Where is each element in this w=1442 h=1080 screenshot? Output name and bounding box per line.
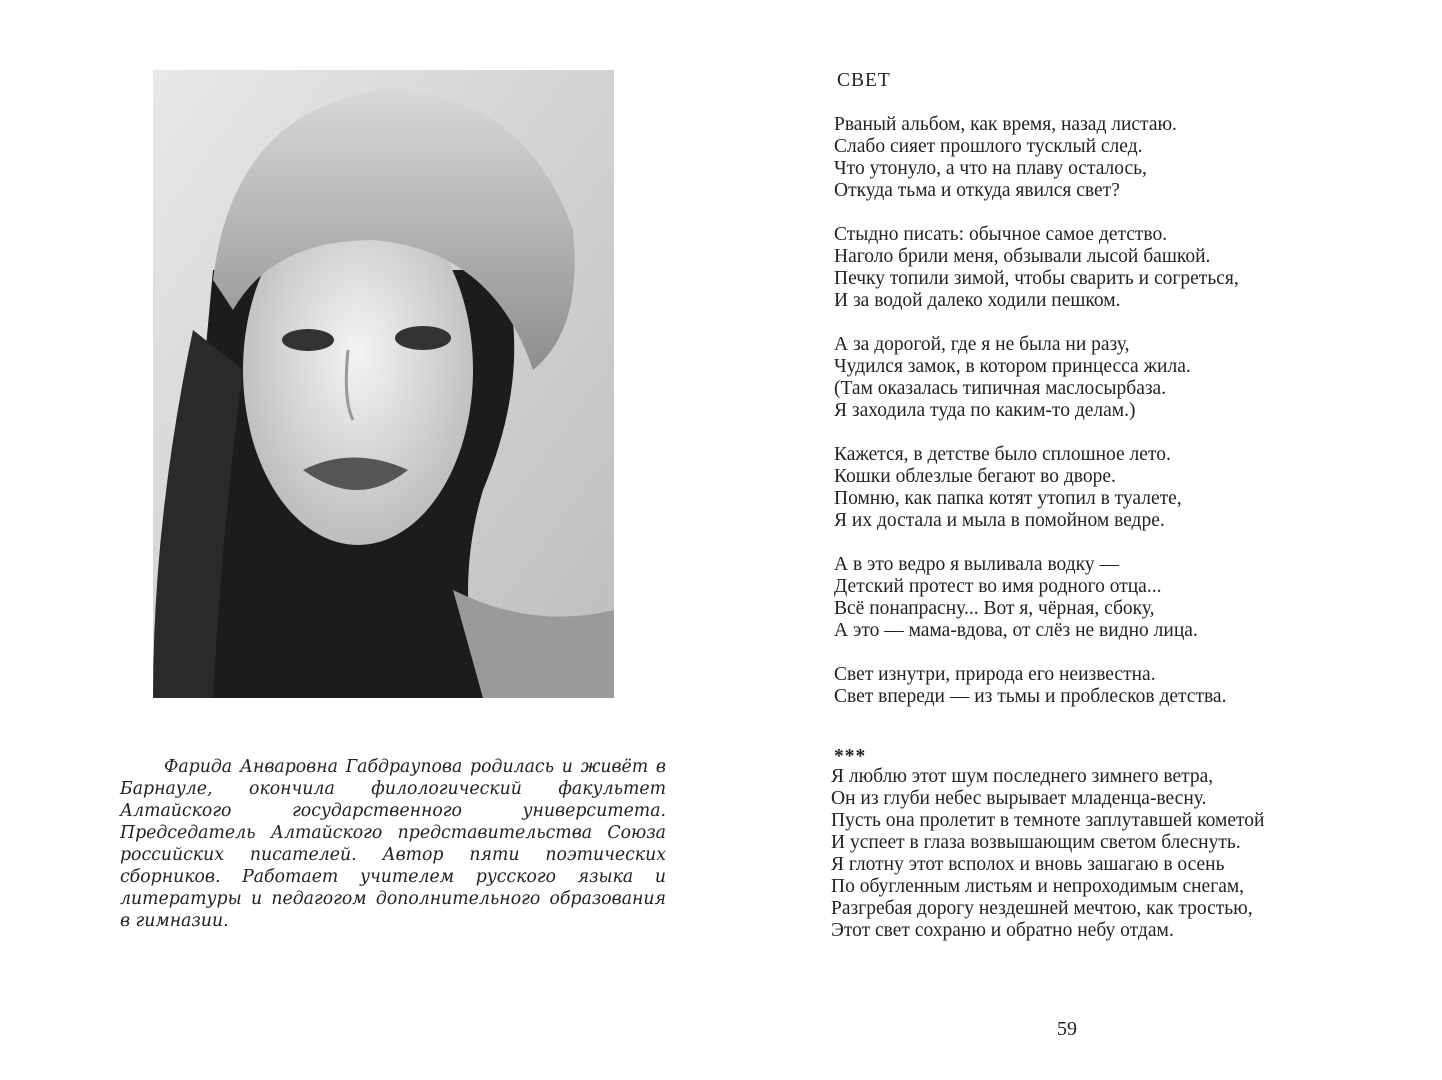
poem-line: Откуда тьма и откуда явился свет? [834,180,1120,201]
poem-line: И успеет в глаза возвышающим светом блеснуть. [831,832,1241,853]
poem-line: Этот свет сохраню и обратно небу отдам. [831,920,1174,941]
stanza [834,224,1354,312]
poem-line: Кошки облезлые бегают во дворе. [834,466,1116,487]
stanza [834,444,1354,532]
poem-line: Рваный альбом, как время, назад листаю. [834,114,1177,135]
poem-line: Чудился замок, в котором принцесса жила. [834,356,1191,377]
page-number: 59 [1057,1018,1077,1040]
stanza [834,114,1354,202]
poem-line: Свет изнутри, природа его неизвестна. [834,664,1156,685]
poem-line: Я люблю этот шум последнего зимнего ветра, [831,766,1214,787]
poem-line: Он из глуби небес вырывает младенца-весну. [831,788,1207,809]
poem-line: А в это ведро я выливала водку — [834,554,1119,575]
poem-line: Всё понапрасну... Вот я, чёрная, сбоку, [834,598,1155,619]
stanza [834,554,1354,642]
poem-line: Что утонуло, а что на плаву осталось, [834,158,1147,179]
poem-line: Разгребая дорогу нездешней мечтою, как тростью, [831,898,1253,919]
poem-line: Свет впереди — из тьмы и проблесков детства. [834,686,1227,707]
poem-line: Слабо сияет прошлого тусклый след. [834,136,1143,157]
poem-line: Кажется, в детстве было сплошное лето. [834,444,1171,465]
poem-untitled [831,766,1354,942]
poem-line: Я их достала и мыла в помойном ведре. [834,510,1165,531]
poem-title: СВЕТ [837,70,891,91]
poem-line: Я глотну этот всполох и вновь зашагаю в осень [831,854,1225,875]
stanza [834,334,1354,422]
poem-line: Я заходила туда по каким-то делам.) [834,400,1136,421]
poem-line: По обугленным листьям и непроходимым снегам, [831,876,1245,897]
portrait-image [153,70,614,698]
poem-line: А за дорогой, где я не была ни разу, [834,334,1130,355]
poem-line: Стыдно писать: обычное самое детство. [834,224,1168,245]
poem-line: А это — мама-вдова, от слёз не видно лица. [834,620,1198,641]
poem-line: Пусть она пролетит в темноте заплутавшей кометой [831,810,1265,831]
author-portrait-photo [153,70,614,698]
poem-line: (Там оказалась типичная маслосырбаза. [834,378,1167,399]
poem-separator: *** [834,746,867,767]
stanza [834,664,1354,708]
poems-column [831,70,1354,942]
poem-line: И за водой далеко ходили пешком. [834,290,1121,311]
poem-line: Помню, как папка котят утопил в туалете, [834,488,1182,509]
poem-line: Наголо брили меня, обзывали лысой башкой. [834,246,1211,267]
poem-line: Детский протест во имя родного отца... [834,576,1162,597]
poem-line: Печку топили зимой, чтобы сварить и согреться, [834,268,1239,289]
author-bio: Фарида Анваровна Габдраупова родилась и живёт в Барнауле, окончила филологический факультет Алтайского государственного университета. Председатель Алтайского представительства Союза российских писателей. Автор пяти поэтических сборников. Работает учителем русского языка и литературы и педагогом дополнительного образования в гимназии. [120,757,666,931]
